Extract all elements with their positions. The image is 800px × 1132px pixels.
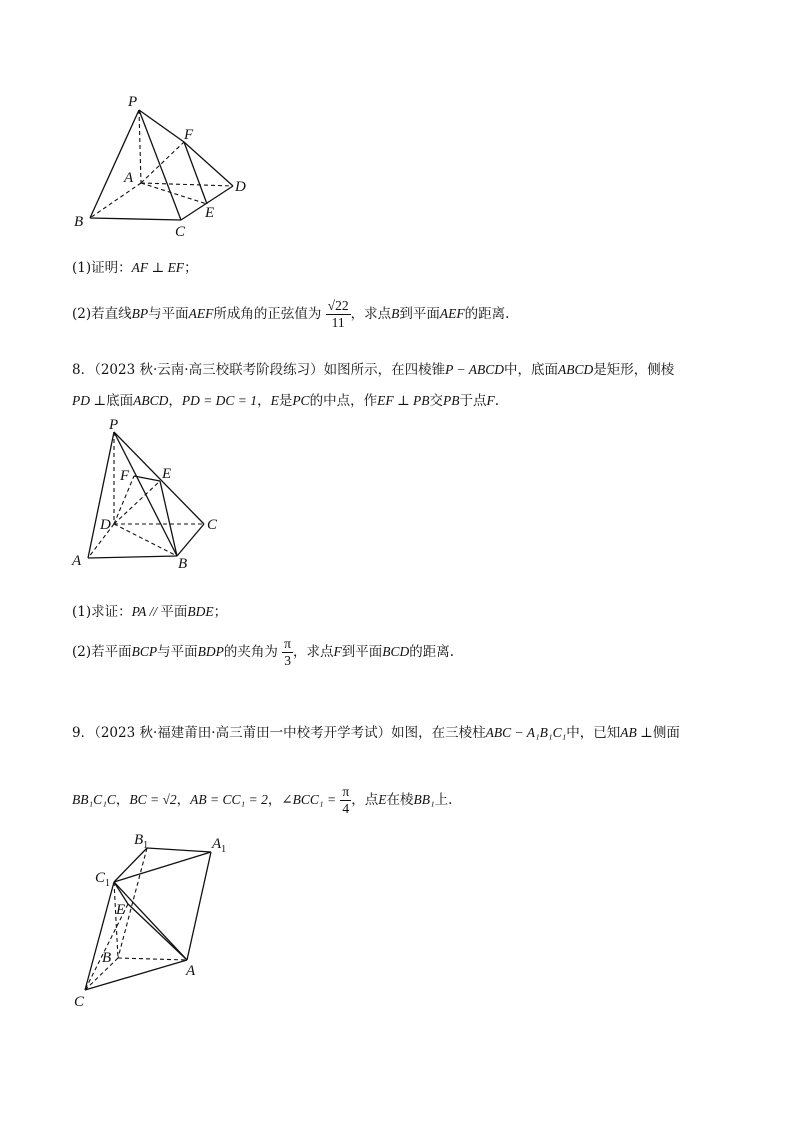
math-BDE: BDE [187, 604, 214, 619]
math-EF-perp-PB: EF ⊥ PB [377, 393, 430, 408]
text: 上. [434, 792, 453, 808]
text: 侧面 [652, 725, 680, 741]
math-BDP: BDP [197, 644, 224, 659]
text: (2)若直线 [72, 306, 132, 322]
text: 是矩形，侧棱 [593, 362, 675, 378]
label-B1: $B_1$ [134, 832, 149, 851]
label-B: B [102, 950, 112, 966]
text: 交 [429, 393, 444, 409]
math-PD-perp: PD ⊥ [72, 393, 107, 408]
label-D: D [235, 179, 246, 195]
label-P: P [109, 417, 119, 433]
math-B: B [391, 306, 400, 321]
text: 平面 [160, 604, 188, 620]
edge-EA [128, 904, 187, 960]
math-BB1: BB₁ [413, 792, 435, 807]
label-E: E [116, 902, 126, 918]
label-A: A [124, 170, 134, 186]
frac-den: 4 [342, 801, 350, 816]
math-prism: ABC − A₁B₁C₁ [485, 725, 567, 740]
math-angle: ∠BCC₁ = [281, 792, 337, 807]
label-C: C [74, 994, 85, 1010]
text: 的夹角为 [223, 644, 278, 660]
text: 的中点，作 [309, 393, 378, 409]
text: 到平面 [341, 644, 383, 660]
text: 的距离. [409, 644, 455, 660]
math-P-ABCD: P − ABCD [445, 362, 504, 377]
text: 中，已知 [566, 725, 621, 741]
q7-part1-prefix: (1)证明： [72, 260, 132, 276]
edge-C1A [114, 882, 187, 960]
math-PA-parallel: PA // [131, 604, 161, 619]
math-F: F [486, 393, 495, 408]
math-E: E [378, 792, 387, 807]
edge-C1B [114, 882, 118, 958]
text: ， [168, 393, 182, 409]
label-P: P [128, 94, 138, 110]
math-PD-eq: PD = DC = 1 [181, 393, 258, 408]
text: 在棱 [386, 792, 414, 808]
math-ABCD: ABCD [557, 362, 594, 377]
frac-num: √22 [327, 298, 349, 313]
text: 的距离. [464, 306, 510, 322]
frac-num: π [284, 636, 291, 651]
label-A: A [72, 553, 82, 569]
label-C: C [175, 224, 186, 240]
text: . [494, 393, 500, 409]
text: 与平面 [157, 644, 198, 660]
math-AEF: AEF [188, 306, 214, 321]
q7-part1-expr: AF ⊥ EF [131, 260, 185, 275]
edge-C1C [85, 882, 114, 990]
math-BCD: BCD [382, 644, 410, 659]
label-C1: $C_1$ [95, 870, 111, 889]
label-D: D [100, 517, 111, 533]
label-F: F [120, 468, 130, 484]
math-E: E [270, 393, 279, 408]
math-face: BB₁C₁C [72, 792, 116, 807]
text: 中，底面 [503, 362, 558, 378]
label-A1: $A_1$ [212, 836, 227, 855]
text: ，求点 [293, 644, 334, 660]
math-ABCD: ABCD [133, 393, 169, 408]
label-E: E [162, 466, 172, 482]
text: ，点 [351, 792, 379, 808]
text: 9．（2023 秋·福建莆田·高三莆田一中校考开学考试）如图，在三棱柱 [72, 725, 486, 741]
label-A: A [186, 963, 196, 979]
text: 所成角的正弦值为 [213, 306, 322, 322]
text: ， [115, 792, 130, 808]
label-F: F [184, 127, 194, 143]
math-BCP: BCP [131, 644, 158, 659]
text: 是 [278, 393, 293, 409]
text: 8．（2023 秋·云南·高三校联考阶段练习）如图所示，在四棱锥 [72, 362, 446, 378]
edge-B1A1 [147, 848, 211, 852]
q7-part1-suffix: ； [184, 260, 198, 276]
text: 与平面 [148, 306, 189, 322]
frac-den: 3 [284, 653, 291, 668]
math-BP: BP [131, 306, 149, 321]
math-PB: PB [443, 393, 460, 408]
text: ， [257, 393, 271, 409]
edge-BA [118, 958, 187, 960]
math-AEF: AEF [439, 306, 465, 321]
label-C: C [207, 517, 218, 533]
math-AB-eq: AB = CC₁ = 2 [190, 792, 268, 807]
text: ； [213, 604, 228, 620]
text: ， [176, 792, 191, 808]
text: 底面 [106, 393, 134, 409]
math-PC: PC [292, 393, 310, 408]
math-BC: BC = √2 [129, 792, 177, 807]
text: ， [267, 792, 282, 808]
text: (1)求证： [72, 604, 132, 620]
text: 到平面 [399, 306, 440, 322]
math-F: F [333, 644, 342, 659]
label-B: B [178, 556, 188, 572]
frac-num: π [342, 784, 350, 799]
edge-A1A [187, 852, 211, 960]
edge-C1E [114, 882, 128, 904]
math-AB-perp: AB ⊥ [620, 725, 653, 740]
text: (2)若平面 [72, 644, 132, 660]
frac-den: 11 [331, 315, 345, 330]
label-B: B [74, 214, 84, 230]
label-E: E [205, 205, 215, 221]
text: 于点 [459, 393, 487, 409]
text: ，求点 [350, 306, 392, 322]
